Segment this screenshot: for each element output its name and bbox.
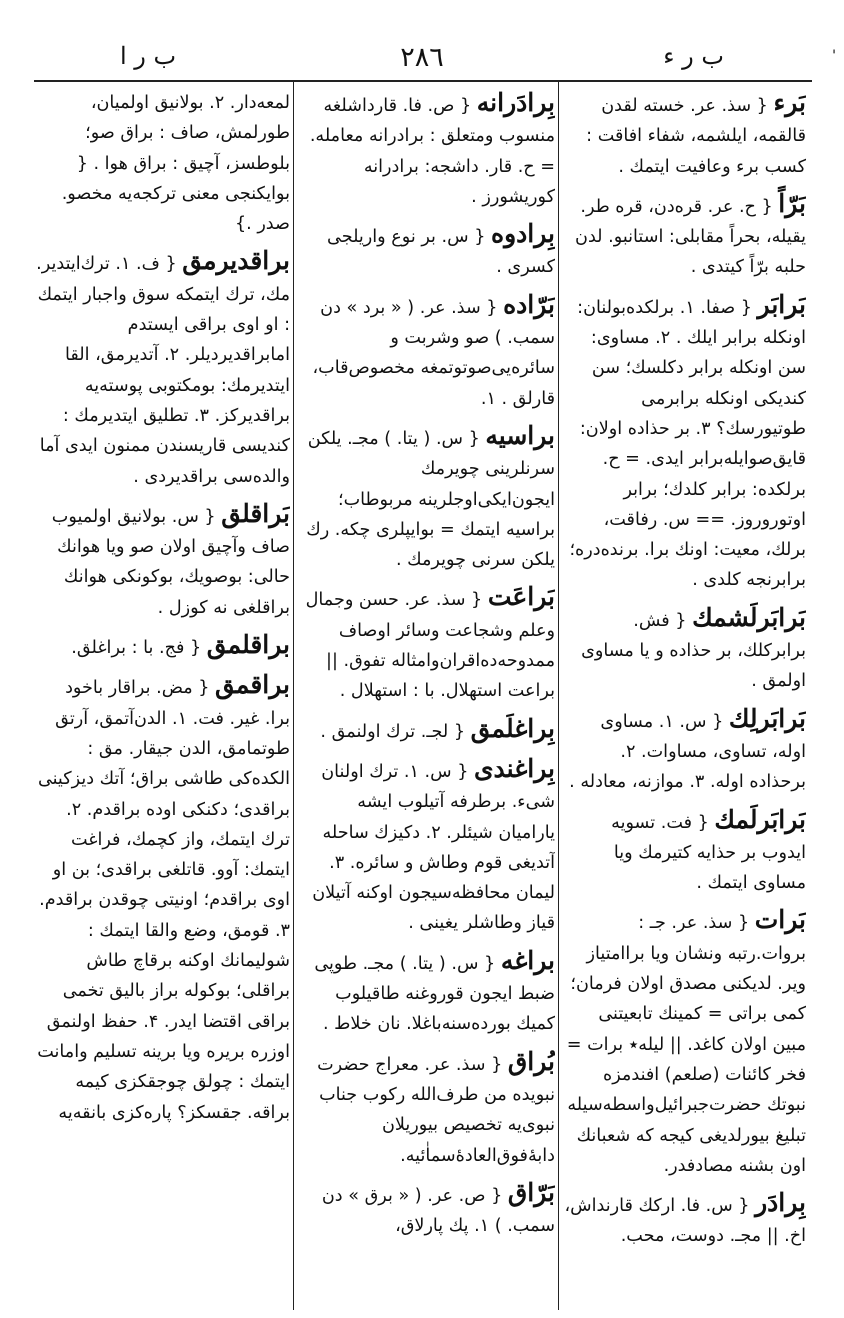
- entry-headword: براقمق: [215, 670, 290, 700]
- entry-headword: بِراغندی: [473, 753, 555, 783]
- entry-definition: { فش. برابرکلك، بر حذاده و یا مساوی اولمق .: [581, 610, 806, 692]
- header-rule: [34, 80, 812, 82]
- dictionary-entry: [36, 670, 290, 1127]
- header-left-letters: ب ر ا: [120, 42, 177, 70]
- entry-headword: بَرات: [754, 905, 806, 935]
- entry-definition: { سذ. عر. خسته لقدن قالقمه، ایلشمه، شفاء افاقت : کسب برء وعافیت ایتمك .: [586, 96, 806, 177]
- entry-headword: بَرء: [773, 88, 806, 117]
- entry-definition: { س. بولانیق اولمیوب صاف وآچیق اولان صو ویا هوانك حالی: بوصویك، بوکونکی هوانك براقلغی نه کوزل .: [51, 506, 290, 618]
- dictionary-entry: [562, 1188, 806, 1252]
- entry-headword: براقلمق: [206, 630, 290, 660]
- entry-definition: { س. ۱. ترك اولنان شیء. برطرفه آتیلوب ایشه یارامیان شیئلر. ۲. دکیزك ساحله آتدیغی قوم وطاش و سائره. ۳. لیمان محافظه‌سیجون اوکنه آتیلان قیاز وطاشلر یغینی .: [312, 761, 555, 934]
- dictionary-entry: [297, 714, 555, 747]
- entry-headword: بِرادَرانه: [476, 88, 555, 117]
- entry-definition: { فت. تسویه ایدوب بر حذایه کتیرمك ویا مساوی ایتمك .: [611, 812, 806, 894]
- dictionary-entry: [36, 630, 290, 663]
- dictionary-entry: [562, 189, 806, 283]
- entry-definition: { س. ( یتا. ) مجـ. یلکن سرنلرینی چویرمك ایجون‌ایکی‌اوجلرینه مربوطاب؛ براسیه ایتمك = بوایپلری چکه. رك یلکن سرنی چویرمك .: [306, 428, 555, 571]
- entry-definition: { سذ. عر. حسن وجمال وعلم وشجاعت وسائر اوصاف ممدوحه‌ده‌اقران‌وامثاله تفوق. || براعت استهلال. با : استهلال .: [305, 590, 555, 702]
- dictionary-entry: [297, 1178, 555, 1242]
- dictionary-entry: [36, 88, 290, 239]
- dictionary-entry: [562, 290, 806, 596]
- entry-definition: { س. ۱. مساوی اوله، تساوی، مساوات. ۲. برحذاده اوله. ۳. موازنه، معادله .: [569, 711, 806, 793]
- entry-definition: { لجـ. ترك اولنمق .: [320, 721, 466, 742]
- entry-headword: بَرابَرلِك: [728, 703, 806, 733]
- page-header: [36, 42, 808, 76]
- dictionary-entry: [562, 603, 806, 697]
- entry-definition: { س. ( یتا. ) مجـ. طوپی ضبط ایجون قوروغنه طاقیلوب کمیك بورده‌سنه‌باغلا. نان خلاط .: [314, 953, 555, 1035]
- dictionary-entry: [297, 421, 555, 575]
- entry-definition: { سذ. عر. ( « برد » دن سمب. ) صو وشربت و سائره‌یی‌صوتوتمغه مخصوص‌قاب، قارلق . ۱.: [312, 297, 555, 409]
- dictionary-entry: [36, 246, 290, 491]
- dictionary-entry: [297, 582, 555, 706]
- column-divider-left: [293, 82, 294, 1310]
- entry-headword: بِرادَر: [755, 1188, 806, 1218]
- entry-headword: بَرّاده: [503, 289, 555, 319]
- entry-definition: { ح. عر. قره‌دن، قره طر. یقیله، بحراً مقابلی: استانبو. لدن حلبه برّاً کیتدی .: [575, 196, 806, 278]
- dictionary-entry: [297, 754, 555, 939]
- dictionary-entry: [297, 946, 555, 1040]
- entry-definition: { س. بر نوع واریلجی کسری .: [327, 227, 555, 278]
- entry-headword: بِراغلَمق: [470, 713, 555, 743]
- dictionary-entry: [562, 88, 806, 182]
- column-right: [562, 88, 806, 1312]
- entry-continuation: لمعه‌دار. ۲. بولانیق اولمیان، طورلمش، صاف : براق صو؛ بلوطسز، آچیق : براق هوا . { بوایکنجی معنی ترکجه‌یه مخصو. صدر .}: [61, 93, 290, 235]
- entry-definition: { ص. عر. ( « برق » دن سمب. ) ۱. پك پارلاق،: [321, 1185, 555, 1237]
- column-middle: [297, 88, 555, 1312]
- entry-headword: بُراق: [507, 1046, 555, 1076]
- dictionary-entry: [562, 704, 806, 798]
- entry-definition: { مض. براقار باخود برا. غیر. فت. ۱. الدن‌آتمق، آرتق طوتمامق، الدن جیقار. مق : الکده‌کی طاشی براق؛ آتك دیزکینی براقدی؛ دکنکی اوده براقدم. ۲. ترك ایتمك، واز کچمك، فراغت ایتمك: آوو. قاتلغی براقدی؛ بن او اوی براقدم؛ اونیتی چوقدن براقدم. ۳. قومق، وضع والقا ایتمك : شولیمانك اوکنه برقاچ طاش براقلی؛ بوکوله براز بالیق تخمی براقی اقتضا ایدر. ۴. حفظ اولنمق اوزره بریره ویا برینه تسلیم وامانت ایتمك : چولق چوجقکزی کیمه براقه. جقسکز؟ پاره‌کزی بانقه‌یه: [37, 678, 290, 1123]
- entry-headword: براسیه: [485, 420, 555, 450]
- entry-definition: { فج. با : براغلق.: [71, 638, 202, 659]
- column-divider-right: [558, 82, 559, 1310]
- page-number: ۲۸٦: [400, 42, 444, 73]
- entry-headword: براقدیرمق: [182, 246, 290, 276]
- header-right-letters: ب ر ء: [663, 42, 724, 70]
- entry-headword: بِرادوه: [490, 219, 555, 249]
- entry-headword: بَرّاق: [507, 1177, 555, 1207]
- entry-definition: { سذ. عر. جـ : بروات.رتبه ونشان ویا براامتیاز ویر. لدیکنی مصدق اولان فرمان؛ کمی براتی = کمینك تابعیتنی مبین اولان کاغد. || لیله٭ برات = فخر کائنات (صلعم) افندمزه نبوتك حضرت‌جبرائیل‌واسطه‌سیله تبلیغ بیورلدیغی کیجه که شعبانك اون بشنه مصادفدر.: [566, 913, 806, 1176]
- dictionary-entry: [297, 1047, 555, 1171]
- margin-mark: ': [832, 48, 836, 64]
- entry-definition: { س. فا. ارکك قارنداش، اخ. || مجـ. دوست، محب.: [564, 1196, 806, 1247]
- dictionary-entry: [297, 88, 555, 212]
- entry-headword: بَراعَت: [487, 582, 555, 612]
- entry-definition: { ص. فا. قارداشلغه منسوب ومتعلق : برادرانه معامله. = ح. قار. داشجه: برادرانه کوریشورز .: [309, 96, 555, 207]
- entry-headword: بَراقلق: [221, 498, 290, 528]
- dictionary-entry: [297, 219, 555, 283]
- entry-headword: بَرابَرلَشمك: [692, 602, 806, 632]
- column-left: [36, 88, 290, 1312]
- dictionary-entry: [297, 290, 555, 414]
- entry-definition: { صفا. ۱. برلکده‌بولنان: اونکله برابر ایلك . ۲. مساوی: سن اونکله برابر دکلسك؛ سن کندیکی اونکله برابرمی طوتیورسك؟ ۳. بر حذاده اولان: قایق‌صوایله‌برابر ایدی. = ح. برلکده: برابر کلدك؛ برابر اوتوروروز. == س. رفاقت، برلك، معیت: اونك برا. برنده‌دره؛ برابرنجه کلدی .: [569, 297, 806, 591]
- entry-definition: { سذ. عر. معراج حضرت نبویده من طرف‌الله رکوب جناب نبوی‌یه تخصیص بیوریلان دابهٔ‌فوق‌العادهٔ‌سماٰئیه.: [317, 1054, 555, 1166]
- entry-headword: بَرابَرلَمك: [714, 804, 806, 834]
- entry-headword: بَرّاً: [778, 188, 806, 218]
- dictionary-entry: [562, 805, 806, 899]
- dictionary-entry: [36, 499, 290, 623]
- dictionary-entry: [562, 905, 806, 1181]
- entry-definition: { ف. ۱. ترك‌ایتدیر. مك، ترك ایتمکه سوق واجبار ایتمك : او اوی براقی ایستدم امابراقدیردیلر. ۲. آتدیرمق، القا ایتدیرمك: بومکتوبی پوسته‌یه براقدیرکز. ۳. تطلیق ایتدیرمك : کندیسی قاریسندن ممنون ایدی آما والده‌سی براقدیردی .: [36, 254, 290, 487]
- entry-headword: بَرابَر: [757, 289, 806, 319]
- entry-headword: براغه: [500, 945, 555, 975]
